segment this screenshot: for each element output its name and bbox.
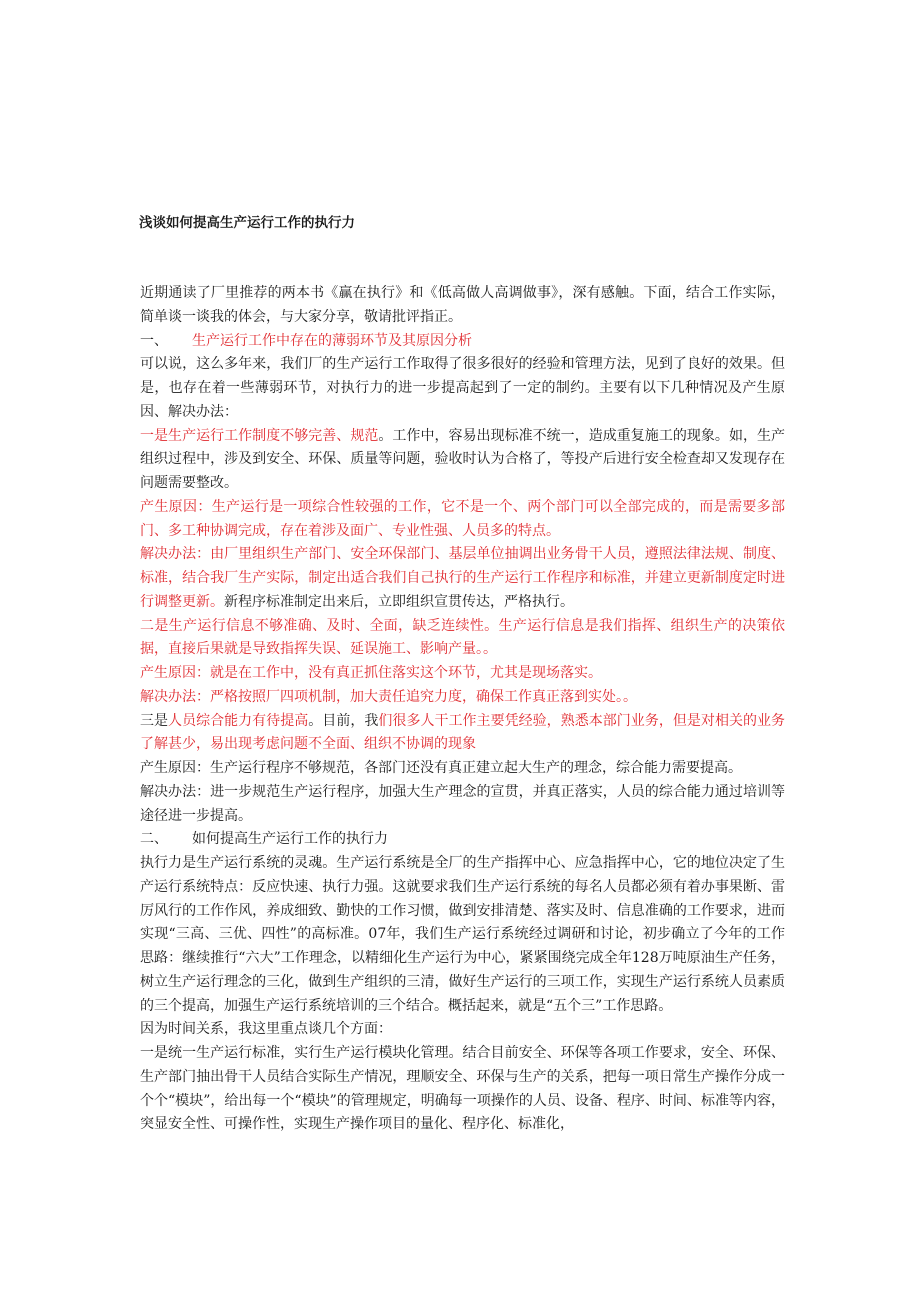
item3-solution: 解决办法：进一步规范生产运行程序，加强大生产理念的宣贯，并真正落实，人员的综合能力通过培训等途径进一步提高。	[140, 783, 785, 824]
item2-paragraph: 二是生产运行信息不够准确、及时、全面，缺乏连续性。生产运行信息是我们指挥、组织生产的决策依据，直接后果就是导致指挥失误、延误施工、影响产量。。	[140, 617, 785, 658]
section2-paragraph-1: 执行力是生产运行系统的灵魂。生产运行系统是全厂的生产指挥中心、应急指挥中心，它的地位决定了生产运行系统特点：反应快速、执行力强。这就要求我们生产运行系统的每名人员都必须有着办事果断、雷厉风行的工作作风，养成细致、勤快的工作习惯，做到安排清楚、落实及时、信息准确的工作要求，进而实现“三高、三优、四性”的高标准。07年，我们生产运行系统经过调研和讨论，初步确立了今年的工作思路：继续推行“六大”工作理念，以精细化生产运行为中心，紧紧围绕完成全年128万吨原油生产任务，树立生产运行理念的三化，做到生产组织的三清，做好生产运行的三项工作，实现生产运行系统人员素质的三个提高，加强生产运行系统培训的三个结合。概括起来，就是“五个三”工作思路。	[140, 855, 785, 1014]
item1-paragraph	[140, 425, 785, 496]
document-body	[140, 282, 785, 1137]
item1-cause: 产生原因：生产运行是一项综合性较强的工作，它不是一个、两个部门可以全部完成的，而是需要多部门、多工种协调完成，存在着涉及面广、专业性强、人员多的特点。	[140, 498, 785, 539]
section1-heading	[140, 330, 785, 354]
intro-paragraph: 近期通读了厂里推荐的两本书《赢在执行》和《低高做人高调做事》，深有感触。下面，结合工作实际，简单谈一谈我的体会，与大家分享，敬请批评指正。	[140, 285, 785, 325]
section1-intro: 可以说，这么多年来，我们厂的生产运行工作取得了很多很好的经验和管理方法，见到了良好的效果。但是，也存在着一些薄弱环节，对执行力的进一步提高起到了一定的制约。主要有以下几种情况及产生原因、解决办法：	[140, 356, 785, 420]
section2-paragraph-2: 因为时间关系，我这里重点谈几个方面：	[140, 1021, 392, 1038]
item1-solution-black: 新程序标准制定出来后，立即组织宣贯传达，严格执行。	[224, 593, 574, 610]
item2-solution: 解决办法：严格按照厂四项机制，加大责任追究力度，确保工作真正落到实处。。	[140, 688, 637, 705]
section2-paragraph-3: 一是统一生产运行标准，实行生产运行模块化管理。结合目前安全、环保等各项工作要求，安全、环保、生产部门抽出骨干人员结合实际生产情况，理顺安全、环保与生产的关系，把每一项日常生产操作分成一个个“模块”，给出每一个“模块”的管理规定，明确每一项操作的人员、设备、程序、时间、标准等内容，突显安全性、可操作性，实现生产操作项目的量化、程序化、标准化，	[140, 1045, 785, 1133]
section2-heading	[140, 828, 785, 852]
section1-number: 一、	[140, 332, 168, 349]
item1-lead: 一是生产运行工作制度不够完善、规范	[140, 427, 379, 444]
item2-cause: 产生原因：就是在工作中，没有真正抓住落实这个环节，尤其是现场落实。	[140, 665, 602, 681]
item3-paragraph	[140, 710, 785, 758]
item1-solution	[140, 543, 785, 614]
item3-lead: 人员综合能力有待提高	[168, 712, 309, 729]
document-title: 浅谈如何提高生产运行工作的执行力	[139, 215, 355, 231]
item3-mid: 。目前，我	[308, 712, 379, 729]
item1-solution-red: 解决办法：由厂里组织生产部门、安全环保部门、基层单位抽调出业务骨干人员，遵照法律法规、制度、标准，结合我厂生产实际，制定出适合我们自己执行的生产运行工作程序和标准，并建立更新制度定时进行调整更新。	[140, 546, 785, 610]
item3-pre: 三是	[140, 712, 169, 729]
item3-cause: 产生原因：生产运行程序不够规范，各部门还没有真正建立起大生产的理念，综合能力需要提高。	[140, 760, 742, 776]
item3-rest: 们很多人干工作主要凭经验，熟悉本部门业务，但是对相关的业务了解甚少，易出现考虑问题不全面、组织不协调的现象	[140, 712, 786, 753]
section2-title: 如何提高生产运行工作的执行力	[192, 831, 388, 848]
section1-title: 生产运行工作中存在的薄弱环节及其原因分析	[192, 332, 472, 349]
item1-rest: 。工作中，容易出现标准不统一，造成重复施工的现象。如，生产组织过程中，涉及到安全、环保、质量等问题，验收时认为合格了，等投产后进行安全检查却又发现存在问题需要整改。	[140, 427, 786, 491]
section2-number: 二、	[140, 831, 168, 848]
